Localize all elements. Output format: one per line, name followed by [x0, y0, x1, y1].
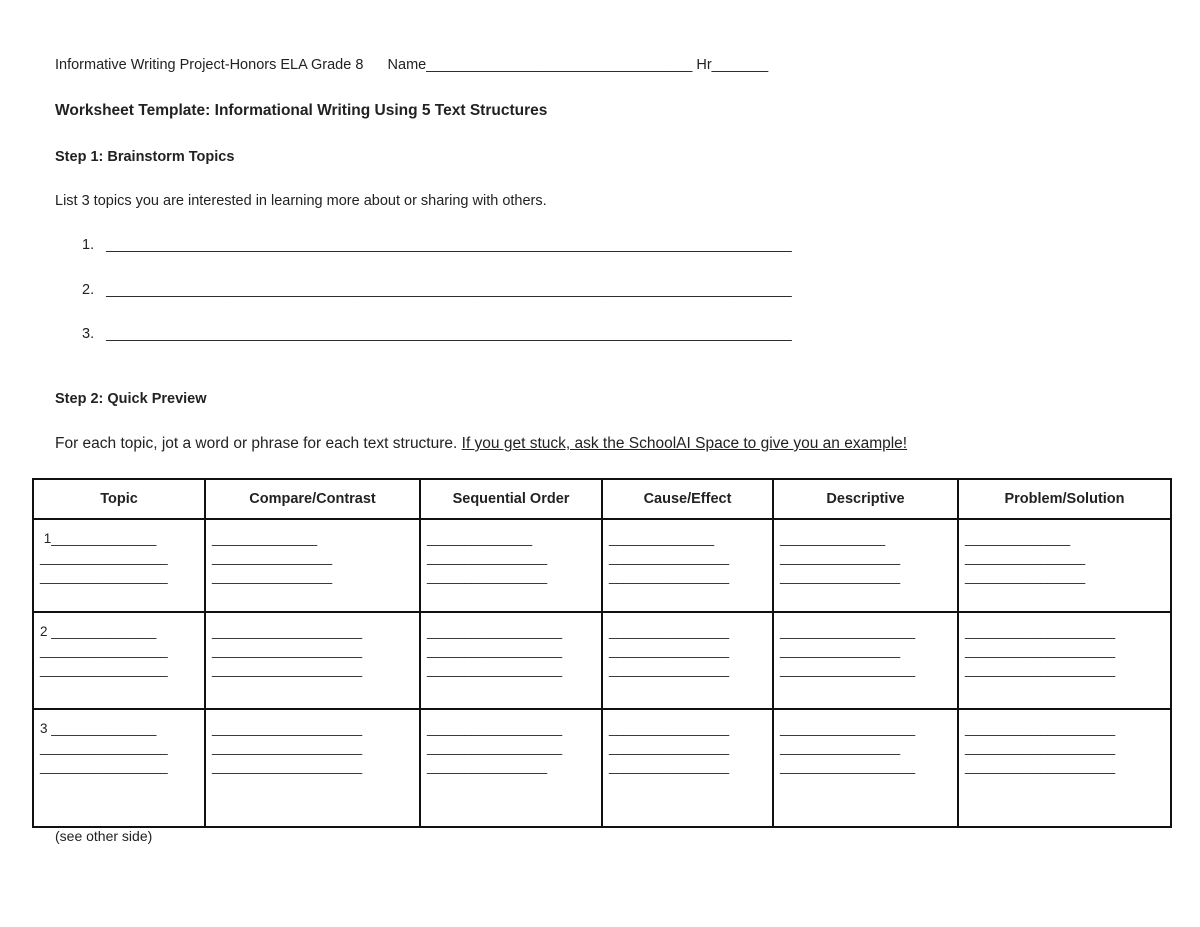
- table-cell[interactable]: ______________ ________________ ________________: [773, 519, 958, 612]
- worksheet-title: Worksheet Template: Informational Writing Using 5 Text Structures: [55, 102, 548, 119]
- topic-line-2[interactable]: 2. _____________________________________________________________________________________: [82, 282, 792, 298]
- topic-line-1[interactable]: 1. _____________________________________________________________________________________: [82, 237, 792, 253]
- step2-instruction: [55, 435, 907, 453]
- table-cell[interactable]: 3 ______________ _________________ _________________: [33, 709, 205, 827]
- step2-instruction-underlined: If you get stuck, ask the SchoolAI Space to give you an example!: [461, 435, 908, 452]
- topic-line-3[interactable]: 3. _____________________________________________________________________________________: [82, 326, 792, 342]
- table-header-row: [33, 479, 1171, 519]
- table-cell[interactable]: ______________ ________________ ________________: [420, 519, 602, 612]
- table-cell[interactable]: ____________________ ____________________ ____________________: [205, 612, 420, 709]
- table-cell[interactable]: __________________ ________________ __________________: [773, 709, 958, 827]
- table-cell[interactable]: 2 ______________ _________________ _________________: [33, 612, 205, 709]
- header-topic: Topic: [33, 479, 205, 519]
- table-row: [33, 612, 1171, 709]
- table-cell[interactable]: ____________________ ____________________ ____________________: [958, 612, 1171, 709]
- table-row: [33, 519, 1171, 612]
- table-cell[interactable]: ______________ ________________ ________________: [205, 519, 420, 612]
- table-cell[interactable]: ________________ ________________ ________________: [602, 612, 773, 709]
- table-cell[interactable]: ______________ ________________ ________________: [958, 519, 1171, 612]
- table-cell[interactable]: __________________ __________________ ________________: [420, 709, 602, 827]
- header-cause-effect: Cause/Effect: [602, 479, 773, 519]
- table-cell[interactable]: 1______________ _________________ _________________: [33, 519, 205, 612]
- table-row: [33, 709, 1171, 827]
- table-cell[interactable]: __________________ __________________ __________________: [420, 612, 602, 709]
- step2-instruction-text: For each topic, jot a word or phrase for each text structure.: [55, 435, 462, 452]
- header-sequential-order: Sequential Order: [420, 479, 602, 519]
- table-cell[interactable]: __________________ ________________ __________________: [773, 612, 958, 709]
- step1-heading: Step 1: Brainstorm Topics: [55, 149, 235, 165]
- header-line: Informative Writing Project-Honors ELA Grade 8 Name_________________________________ Hr_______: [55, 57, 769, 73]
- header-problem-solution: Problem/Solution: [958, 479, 1171, 519]
- table-cell[interactable]: ________________ ________________ ________________: [602, 709, 773, 827]
- step1-instruction: List 3 topics you are interested in learning more about or sharing with others.: [55, 193, 547, 209]
- footer-note: (see other side): [55, 828, 153, 844]
- table-cell[interactable]: ______________ ________________ ________________: [602, 519, 773, 612]
- preview-table: [32, 478, 1172, 828]
- header-descriptive: Descriptive: [773, 479, 958, 519]
- header-compare-contrast: Compare/Contrast: [205, 479, 420, 519]
- step2-heading: Step 2: Quick Preview: [55, 391, 207, 407]
- table-cell[interactable]: ____________________ ____________________ ____________________: [958, 709, 1171, 827]
- table-cell[interactable]: ____________________ ____________________ ____________________: [205, 709, 420, 827]
